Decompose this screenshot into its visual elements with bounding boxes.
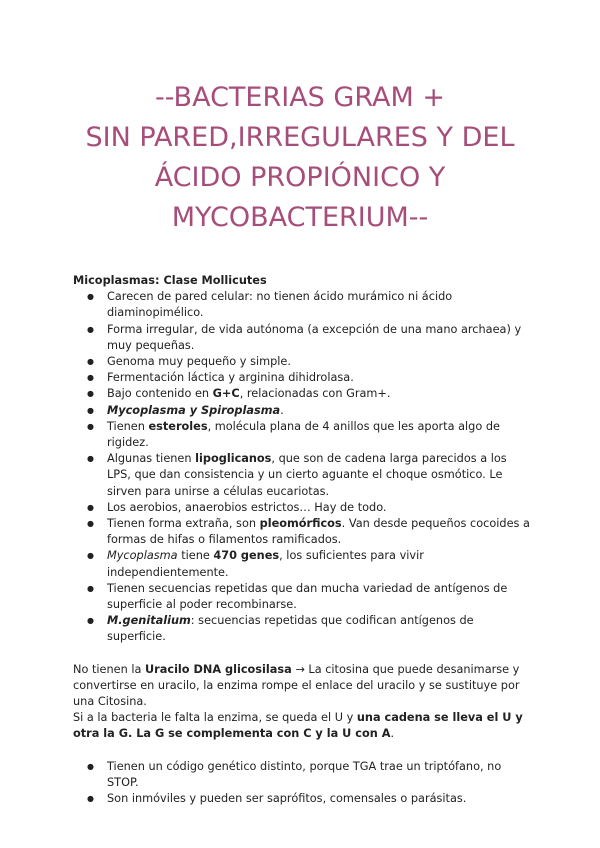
text-run: , molécula plana de 4 anillos que les aporta algo de rigidez. <box>107 419 500 450</box>
document-title <box>0 78 600 238</box>
list-item <box>73 419 533 451</box>
list-item: ● Carecen de pared celular: no tienen ácido murámico ni ácido diaminopimélico. <box>73 289 533 321</box>
species-name: M.genitalium <box>107 614 191 628</box>
text-run: Tienen forma extraña, son <box>107 517 260 531</box>
title-line: --BACTERIAS GRAM + <box>155 82 445 113</box>
text-run: , relacionadas con Gram+. <box>239 387 391 401</box>
list-item <box>73 516 533 548</box>
bold-term: Uracilo DNA glicosilasa <box>145 662 292 676</box>
text-run: tiene <box>177 549 214 563</box>
section-heading: Micoplasmas: Clase Mollicutes <box>73 274 267 287</box>
text-run: , los suficientes para vivir independientemente. <box>107 549 424 579</box>
bold-term: G+C <box>212 387 240 401</box>
text-run: : secuencias repetidas que codifican antígenos de superficie. <box>107 614 474 644</box>
list-item <box>73 386 533 402</box>
list-item: ● Forma irregular, de vida autónoma (a excepción de una mano archaea) y muy pequeñas. <box>73 322 533 354</box>
bold-term: esteroles <box>148 419 208 433</box>
title-line: SIN PARED,IRREGULARES Y DEL <box>85 122 515 153</box>
title-line: ÁCIDO PROPIÓNICO Y <box>154 162 446 193</box>
text-run: . <box>280 403 284 417</box>
spacer <box>73 646 533 662</box>
bullet-list <box>73 289 533 645</box>
list-item: ● Son inmóviles y pueden ser saprófitos, comensales o parásitas. <box>73 791 533 807</box>
text-run: → La citosina que puede desanimarse y convertirse en uracilo, la enzima rompe el enlace del uracilo y se sustituye por una Citosina. <box>73 662 520 709</box>
text-run: , que son de cadena larga parecidos a los LPS, que dan consistencia y un cierto aguante el choque osmótico. Le sirven para unirse a células eucariotas. <box>107 452 507 498</box>
list-item <box>73 403 533 419</box>
bold-term: pleomórficos <box>259 517 342 531</box>
text-run: Algunas tienen <box>107 452 196 466</box>
text-run: . <box>390 727 395 741</box>
species-name: Mycoplasma y Spiroplasma <box>107 403 281 417</box>
list-item <box>73 548 533 580</box>
text-run: . Van desde pequeños cocoides a formas de hifas o filamentos ramificados. <box>107 517 530 547</box>
title-line: MYCOBACTERIUM-- <box>171 202 429 233</box>
list-item: ● Fermentación láctica y arginina dihidrolasa. <box>73 370 533 386</box>
bold-term: 470 genes <box>213 549 280 563</box>
text-run: Bajo contenido en <box>107 387 213 401</box>
text-run: Si a la bacteria le falta la enzima, se queda el U y <box>73 711 357 725</box>
species-name: Mycoplasma <box>107 549 178 563</box>
text-run: No tienen la <box>73 662 145 676</box>
paragraph <box>73 662 533 711</box>
spacer <box>73 743 533 759</box>
list-item: ● Tienen secuencias repetidas que dan mucha variedad de antígenos de superficie al poder recombinarse. <box>73 581 533 613</box>
text-run: Tienen <box>107 419 149 433</box>
list-item: ● Los aerobios, anaerobios estrictos… Hay de todo. <box>73 500 533 516</box>
paragraph <box>73 710 533 742</box>
list-item: ● Genoma muy pequeño y simple. <box>73 354 533 370</box>
list-item: ● Tienen un código genético distinto, porque TGA trae un triptófano, no STOP. <box>73 759 533 791</box>
bullet-list <box>73 759 533 808</box>
bold-term: lipoglicanos <box>195 452 272 466</box>
list-item <box>73 451 533 500</box>
document-body <box>73 273 533 807</box>
list-item <box>73 613 533 645</box>
bold-term: una cadena se lleva el U y otra la G. La G se complementa con C y la U con A <box>73 711 523 741</box>
